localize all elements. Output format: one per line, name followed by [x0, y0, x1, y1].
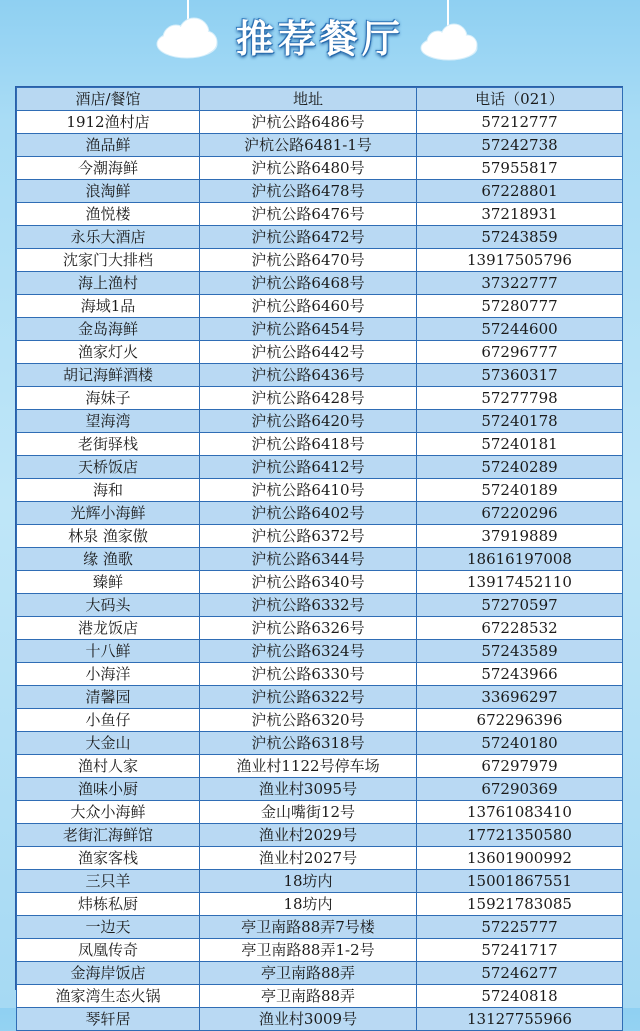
- header: [0, 0, 640, 86]
- cell-address: 沪杭公路6478号: [200, 180, 417, 203]
- table-row: [17, 824, 623, 847]
- cell-restaurant-name: 三只羊: [17, 870, 200, 893]
- cell-address: 沪杭公路6472号: [200, 226, 417, 249]
- cell-address: 沪杭公路6410号: [200, 479, 417, 502]
- cell-address: 金山嘴街12号: [200, 801, 417, 824]
- cell-phone: 33696297: [417, 686, 623, 709]
- cell-address: 渔业村2027号: [200, 847, 417, 870]
- cell-phone: 17721350580: [417, 824, 623, 847]
- cell-restaurant-name: 大金山: [17, 732, 200, 755]
- table-row: [17, 801, 623, 824]
- cell-restaurant-name: 十八鲜: [17, 640, 200, 663]
- cell-address: 沪杭公路6340号: [200, 571, 417, 594]
- table-row: [17, 709, 623, 732]
- cell-phone: 13601900992: [417, 847, 623, 870]
- table-row: [17, 663, 623, 686]
- table-row: [17, 548, 623, 571]
- table-row: [17, 111, 623, 134]
- cell-phone: 13127755966: [417, 1008, 623, 1031]
- table-row: [17, 985, 623, 1008]
- cell-restaurant-name: 缘 渔歌: [17, 548, 200, 571]
- table-body: [17, 111, 623, 1031]
- cell-phone: 672296396: [417, 709, 623, 732]
- cell-address: 沪杭公路6454号: [200, 318, 417, 341]
- cell-address: 沪杭公路6442号: [200, 341, 417, 364]
- cell-restaurant-name: 沈家门大排档: [17, 249, 200, 272]
- table-row: [17, 318, 623, 341]
- cell-restaurant-name: 小海洋: [17, 663, 200, 686]
- cell-restaurant-name: 琴轩居: [17, 1008, 200, 1031]
- table-row: [17, 272, 623, 295]
- cell-restaurant-name: 金岛海鲜: [17, 318, 200, 341]
- cell-phone: 57240178: [417, 410, 623, 433]
- table-row: [17, 893, 623, 916]
- table-row: [17, 157, 623, 180]
- table-row: [17, 525, 623, 548]
- cell-phone: 57243589: [417, 640, 623, 663]
- cell-restaurant-name: 海妹子: [17, 387, 200, 410]
- cell-phone: 57240289: [417, 456, 623, 479]
- cell-address: 沪杭公路6418号: [200, 433, 417, 456]
- table-row: [17, 778, 623, 801]
- table-row: [17, 180, 623, 203]
- cell-restaurant-name: 今潮海鲜: [17, 157, 200, 180]
- cell-address: 沪杭公路6470号: [200, 249, 417, 272]
- table-row: [17, 939, 623, 962]
- column-header-address: 地址: [200, 88, 417, 111]
- cell-phone: 57243859: [417, 226, 623, 249]
- cell-restaurant-name: 金海岸饭店: [17, 962, 200, 985]
- cell-restaurant-name: 渔品鲜: [17, 134, 200, 157]
- cell-restaurant-name: 清馨园: [17, 686, 200, 709]
- cell-phone: 67296777: [417, 341, 623, 364]
- cell-phone: 57244600: [417, 318, 623, 341]
- cell-address: 沪杭公路6330号: [200, 663, 417, 686]
- cell-address: 亭卫南路88弄: [200, 962, 417, 985]
- cell-restaurant-name: 渔家客栈: [17, 847, 200, 870]
- cell-restaurant-name: 老街汇海鲜馆: [17, 824, 200, 847]
- cell-address: 沪杭公路6412号: [200, 456, 417, 479]
- cell-phone: 57212777: [417, 111, 623, 134]
- cell-phone: 67290369: [417, 778, 623, 801]
- cell-address: 渔业村3009号: [200, 1008, 417, 1031]
- cell-address: 沪杭公路6460号: [200, 295, 417, 318]
- cell-address: 沪杭公路6468号: [200, 272, 417, 295]
- cell-phone: 18616197008: [417, 548, 623, 571]
- cell-address: 沪杭公路6476号: [200, 203, 417, 226]
- cell-restaurant-name: 老街驿栈: [17, 433, 200, 456]
- cell-restaurant-name: 炜栋私厨: [17, 893, 200, 916]
- cell-phone: 57240180: [417, 732, 623, 755]
- table-row: [17, 732, 623, 755]
- table-row: [17, 364, 623, 387]
- cell-phone: 57280777: [417, 295, 623, 318]
- cell-address: 沪杭公路6481-1号: [200, 134, 417, 157]
- cell-address: 沪杭公路6420号: [200, 410, 417, 433]
- cell-phone: 37322777: [417, 272, 623, 295]
- cell-address: 亭卫南路88弄7号楼: [200, 916, 417, 939]
- cell-restaurant-name: 渔味小厨: [17, 778, 200, 801]
- table-row: [17, 962, 623, 985]
- table-row: [17, 686, 623, 709]
- cell-address: 亭卫南路88弄1-2号: [200, 939, 417, 962]
- table-row: [17, 1008, 623, 1031]
- cell-address: 沪杭公路6322号: [200, 686, 417, 709]
- cell-address: 渔业村1122号停车场: [200, 755, 417, 778]
- cell-phone: 57243966: [417, 663, 623, 686]
- table-row: [17, 571, 623, 594]
- table-row: [17, 916, 623, 939]
- cell-restaurant-name: 海域1品: [17, 295, 200, 318]
- cell-restaurant-name: 胡记海鲜酒楼: [17, 364, 200, 387]
- restaurant-table-container: [15, 86, 623, 1028]
- table-header-row: [17, 88, 623, 111]
- cell-address: 沪杭公路6372号: [200, 525, 417, 548]
- table-row: [17, 134, 623, 157]
- cell-address: 18坊内: [200, 870, 417, 893]
- cell-restaurant-name: 渔悦楼: [17, 203, 200, 226]
- cell-address: 渔业村2029号: [200, 824, 417, 847]
- cell-address: 渔业村3095号: [200, 778, 417, 801]
- cell-phone: 67220296: [417, 502, 623, 525]
- cell-restaurant-name: 光辉小海鲜: [17, 502, 200, 525]
- cell-address: 沪杭公路6320号: [200, 709, 417, 732]
- table-row: [17, 456, 623, 479]
- cell-restaurant-name: 凤凰传奇: [17, 939, 200, 962]
- cell-restaurant-name: 海上渔村: [17, 272, 200, 295]
- table-row: [17, 617, 623, 640]
- cell-phone: 57277798: [417, 387, 623, 410]
- cell-restaurant-name: 小鱼仔: [17, 709, 200, 732]
- cell-phone: 15921783085: [417, 893, 623, 916]
- cell-phone: 13917505796: [417, 249, 623, 272]
- cell-phone: 13917452110: [417, 571, 623, 594]
- table-row: [17, 847, 623, 870]
- cell-phone: 67228801: [417, 180, 623, 203]
- table-row: [17, 640, 623, 663]
- cell-restaurant-name: 大众小海鲜: [17, 801, 200, 824]
- cell-restaurant-name: 港龙饭店: [17, 617, 200, 640]
- cell-address: 沪杭公路6486号: [200, 111, 417, 134]
- cell-restaurant-name: 渔村人家: [17, 755, 200, 778]
- cell-address: 沪杭公路6436号: [200, 364, 417, 387]
- cell-restaurant-name: 林泉 渔家傲: [17, 525, 200, 548]
- cell-restaurant-name: 望海湾: [17, 410, 200, 433]
- table-row: [17, 203, 623, 226]
- cell-restaurant-name: 大码头: [17, 594, 200, 617]
- cell-phone: 37919889: [417, 525, 623, 548]
- cell-restaurant-name: 1912渔村店: [17, 111, 200, 134]
- cell-address: 沪杭公路6332号: [200, 594, 417, 617]
- cell-restaurant-name: 永乐大酒店: [17, 226, 200, 249]
- cell-address: 沪杭公路6480号: [200, 157, 417, 180]
- cell-phone: 57240818: [417, 985, 623, 1008]
- cell-phone: 57225777: [417, 916, 623, 939]
- table-row: [17, 870, 623, 893]
- cell-phone: 13761083410: [417, 801, 623, 824]
- column-header-phone: 电话（021）: [417, 88, 623, 111]
- cell-phone: 57242738: [417, 134, 623, 157]
- table-row: [17, 755, 623, 778]
- table-row: [17, 249, 623, 272]
- table-row: [17, 433, 623, 456]
- cell-restaurant-name: 浪淘鲜: [17, 180, 200, 203]
- cell-phone: 15001867551: [417, 870, 623, 893]
- table-row: [17, 387, 623, 410]
- cell-restaurant-name: 海和: [17, 479, 200, 502]
- cell-phone: 67297979: [417, 755, 623, 778]
- cell-address: 沪杭公路6428号: [200, 387, 417, 410]
- cell-restaurant-name: 渔家灯火: [17, 341, 200, 364]
- cell-restaurant-name: 臻鲜: [17, 571, 200, 594]
- cell-address: 18坊内: [200, 893, 417, 916]
- cell-restaurant-name: 天桥饭店: [17, 456, 200, 479]
- cell-phone: 57240181: [417, 433, 623, 456]
- table-row: [17, 502, 623, 525]
- cell-phone: 57246277: [417, 962, 623, 985]
- cell-address: 沪杭公路6402号: [200, 502, 417, 525]
- cell-address: 沪杭公路6324号: [200, 640, 417, 663]
- cell-phone: 57955817: [417, 157, 623, 180]
- cell-address: 沪杭公路6326号: [200, 617, 417, 640]
- page-title: 推荐餐厅: [235, 17, 404, 61]
- cell-address: 亭卫南路88弄: [200, 985, 417, 1008]
- table-row: [17, 295, 623, 318]
- cell-address: 沪杭公路6344号: [200, 548, 417, 571]
- cell-restaurant-name: 渔家湾生态火锅: [17, 985, 200, 1008]
- cell-phone: 67228532: [417, 617, 623, 640]
- column-header-name: 酒店/餐馆: [17, 88, 200, 111]
- table-row: [17, 226, 623, 249]
- cell-address: 沪杭公路6318号: [200, 732, 417, 755]
- restaurant-table: [16, 87, 623, 1031]
- cell-phone: 57240189: [417, 479, 623, 502]
- cell-phone: 37218931: [417, 203, 623, 226]
- cell-phone: 57241717: [417, 939, 623, 962]
- table-row: [17, 410, 623, 433]
- table-row: [17, 341, 623, 364]
- table-row: [17, 479, 623, 502]
- table-row: [17, 594, 623, 617]
- cell-restaurant-name: 一边天: [17, 916, 200, 939]
- cell-phone: 57270597: [417, 594, 623, 617]
- cell-phone: 57360317: [417, 364, 623, 387]
